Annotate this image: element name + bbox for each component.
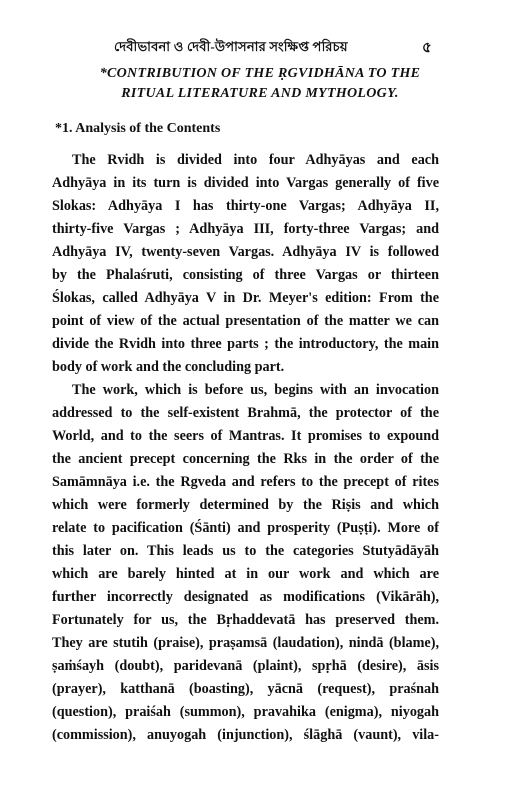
body-line: body of work and the concluding part. [52, 359, 285, 375]
body-line: relate to pacification (Śānti) and prosperity (Puṣṭi). More of [52, 520, 439, 536]
section-heading: *1. Analysis of the Contents [55, 121, 221, 136]
body-line: point of view of the actual presentation of the matter we can [52, 313, 439, 329]
body-line: which are barely hinted at in our work and which are [52, 566, 439, 582]
body-line: Slokas: Adhyāya I has thirty-one Vargas; Adhyāya II, [52, 198, 439, 214]
body-line: The work, which is before us, begins with an invocation [72, 382, 439, 398]
body-line: Samāmnāya i.e. the Rgveda and refers to the precept of rites [52, 474, 439, 490]
page-number: ৫ [422, 40, 432, 56]
body-line: the ancient precept concerning the Rks in the order of the [52, 451, 439, 467]
body-line: Ślokas, called Adhyāya V in Dr. Meyer's edition: From the [52, 290, 439, 306]
body-line: They are stutih (praise), praṣamsā (laudation), nindā (blame), [52, 635, 439, 651]
body-line: Adhyāya IV, twenty-seven Vargas. Adhyāya IV is followed [52, 244, 439, 260]
body-line: Fortunately for us, the Bṛhaddevatā has preserved them. [52, 612, 439, 628]
body-line: (question), praiśah (summon), pravahika (enigma), niyogah [52, 704, 439, 720]
body-line: Adhyāya in its turn is divided into Vargas generally of five [52, 175, 439, 191]
body-line: (prayer), katthanā (boasting), yācnā (request), praśnah [52, 681, 439, 697]
body-line: (commission), anuyogah (injunction), ślāghā (vaunt), vila- [52, 727, 439, 743]
chapter-title-line-2: RITUAL LITERATURE AND MYTHOLOGY. [121, 86, 399, 101]
body-line: further incorrectly designated as modifications (Vikārāh), [52, 589, 439, 605]
body-line: thirty-five Vargas ; Adhyāya III, forty-three Vargas; and [52, 221, 439, 237]
running-head: দেবীভাবনা ও দেবী-উপাসনার সংক্ষিপ্ত পরিচয় [114, 39, 348, 54]
body-line: ṣaṁśayh (doubt), paridevanā (plaint), spṛhā (desire), āsis [52, 658, 439, 674]
body-line: The Rvidh is divided into four Adhyāyas and each [72, 152, 439, 168]
body-line: this later on. This leads us to the categories Stutyādāyāh [52, 543, 439, 559]
body-line: divide the Rvidh into three parts ; the introductory, the main [52, 336, 439, 352]
body-line: which were formerly determined by the Riṣis and which [52, 497, 439, 513]
body-line: by the Phalaśruti, consisting of three Vargas or thirteen [52, 267, 439, 283]
chapter-title-line-1: *CONTRIBUTION OF THE ṚGVIDHĀNA TO THE [99, 66, 421, 81]
body-line: addressed to the self-existent Brahmā, the protector of the [52, 405, 439, 421]
body-line: World, and to the seers of Mantras. It promises to expound [52, 428, 439, 444]
